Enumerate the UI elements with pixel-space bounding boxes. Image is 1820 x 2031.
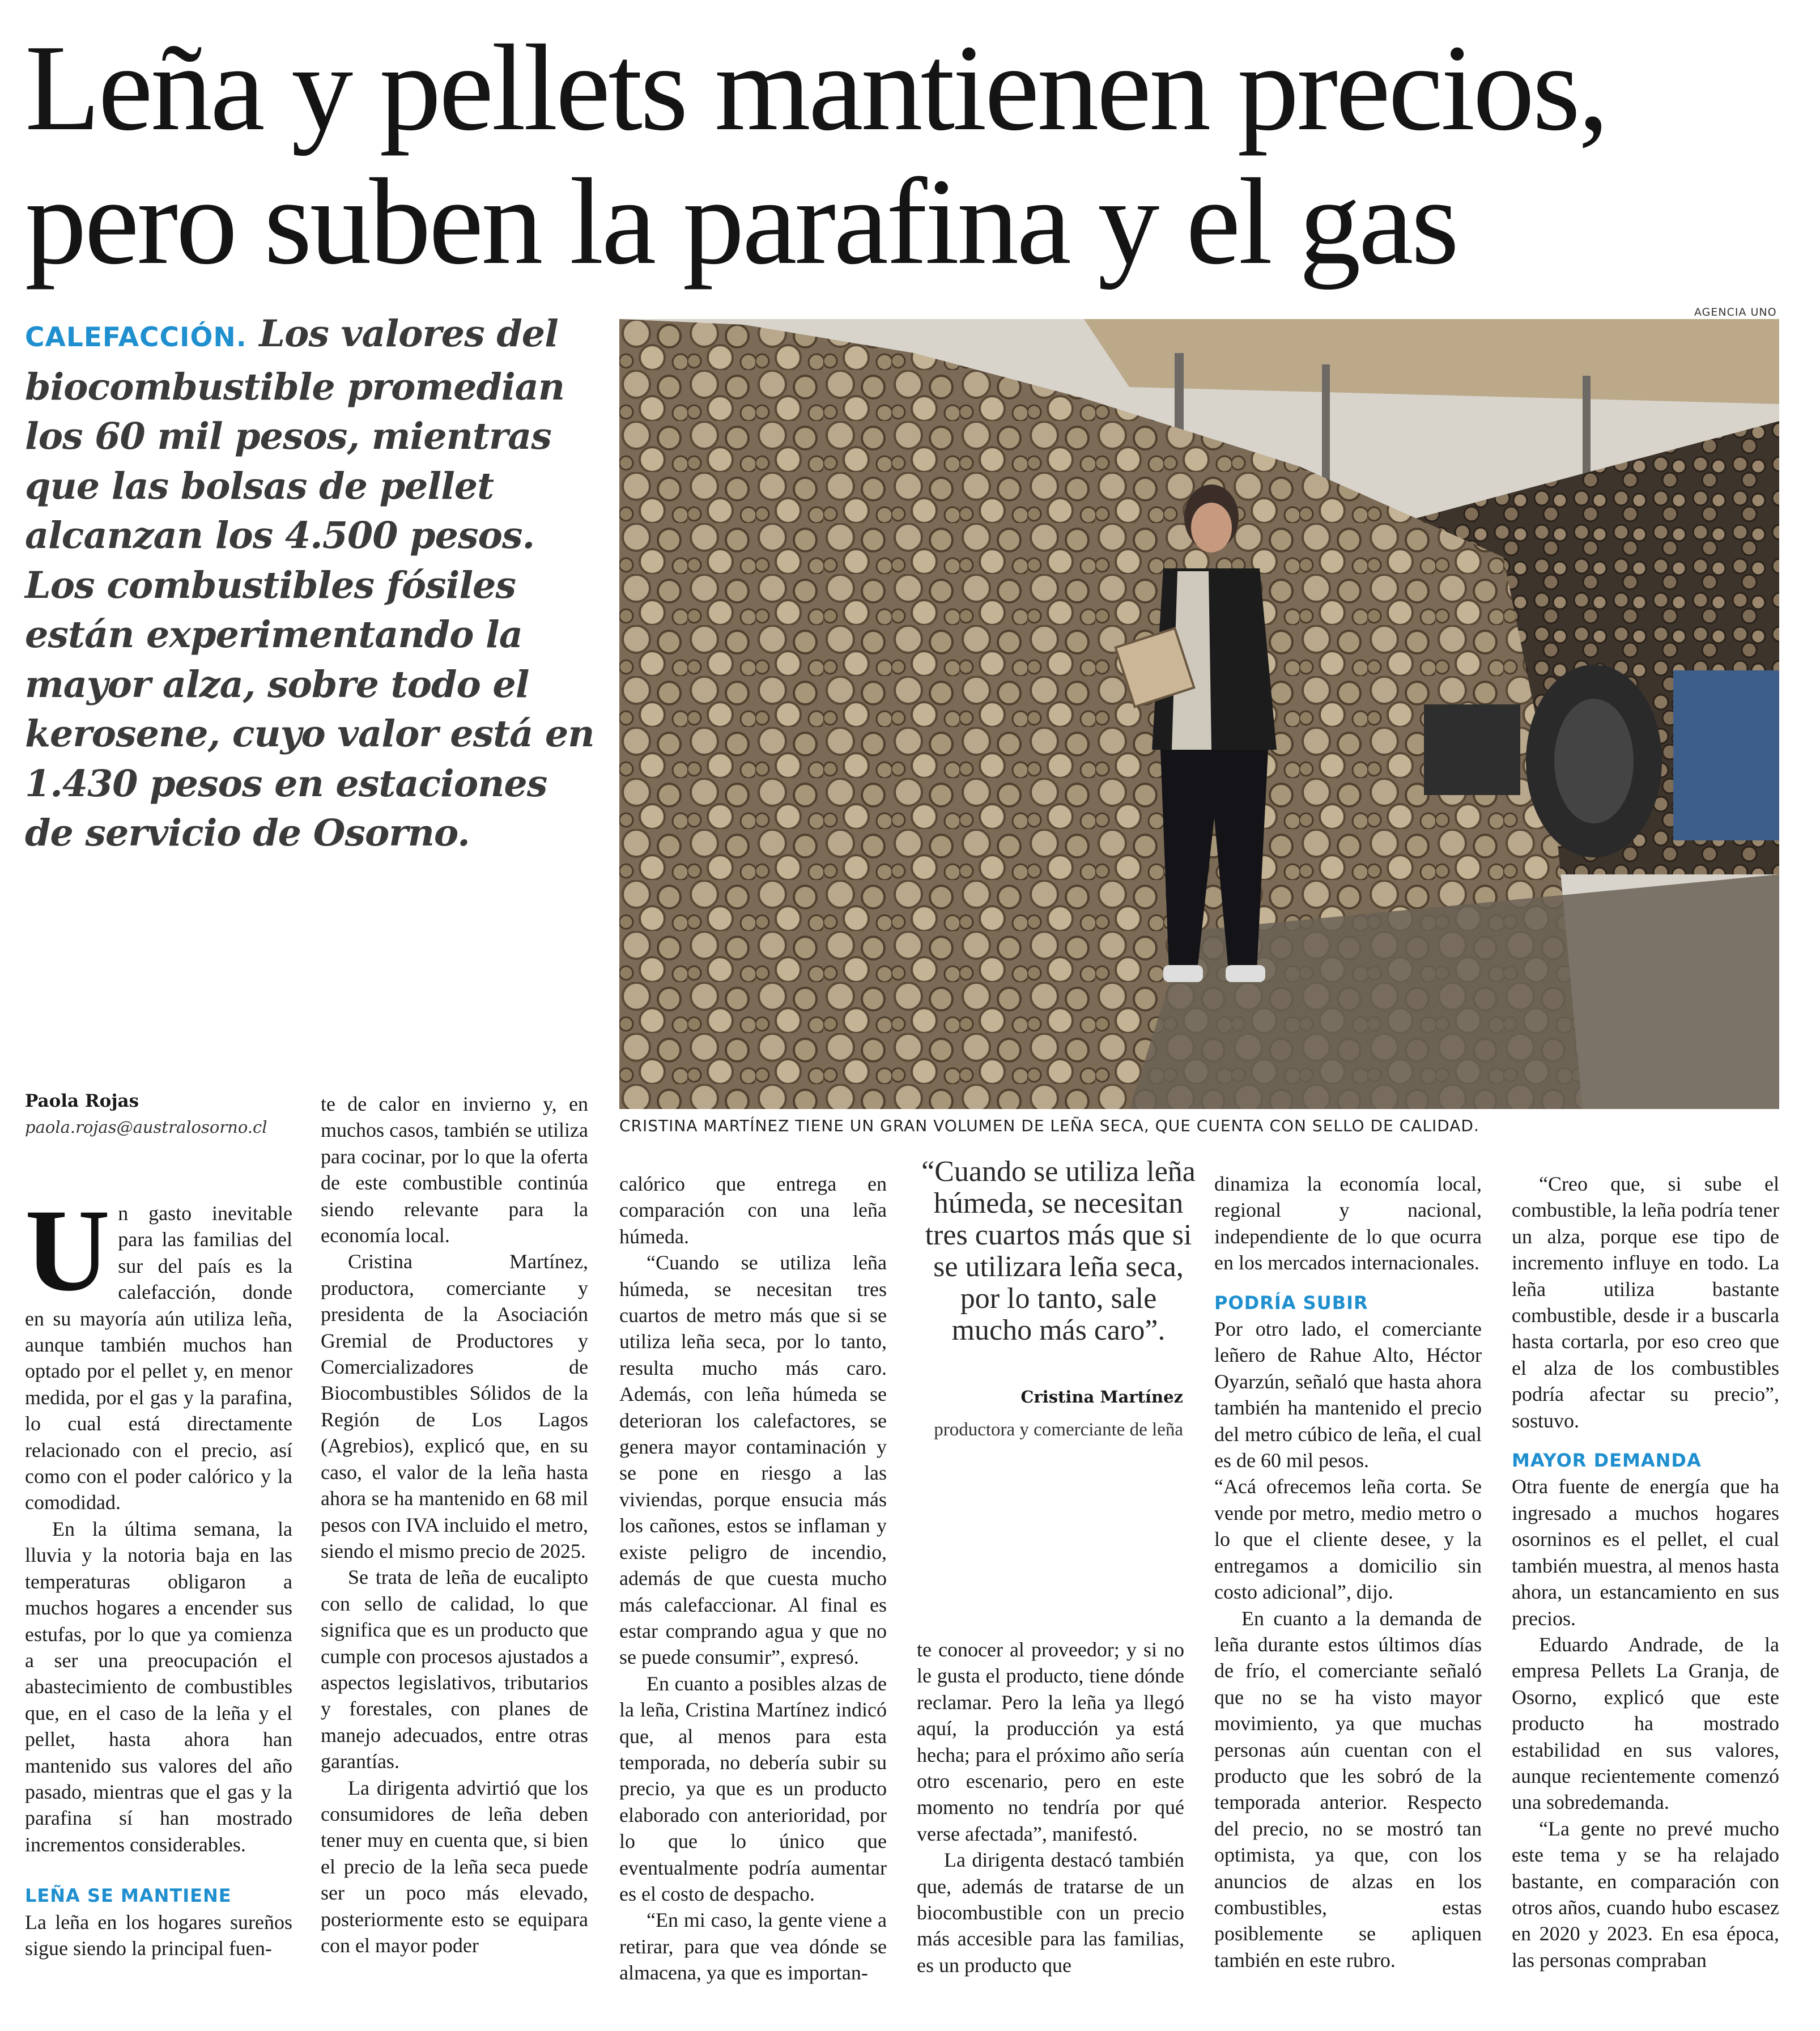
dropcap: U [25,1185,110,1315]
paragraph: calórico que entrega en comparación con una leña húmeda. [619,1172,887,1248]
article-column-6 [1512,1171,1779,1973]
headline-line-1: Leña y pellets mantienen precios, [25,20,1607,156]
paragraph: “Creo que, si sube el combustible, la leña podría tener un alza, porque ese tipo de incremento influye en todo. La leña utiliza bastante combustible, desde ir a buscarla hasta cortarla, por eso creo que el alza de los combustibles podría afectar su precio”, sostuvo. [1512,1172,1779,1432]
photo-caption: CRISTINA MARTÍNEZ TIENE UN GRAN VOLUMEN DE LEÑA SECA, QUE CUENTA CON SELLO DE CALIDAD. [619,1116,1479,1135]
paragraph: La dirigenta destacó también que, además de tratarse de un biocombustible con un precio más accesible para las familias, es un producto que [917,1849,1184,1977]
pull-quote-attribution-name: Cristina Martínez [1020,1387,1183,1407]
paragraph: “Cuando se utiliza leña húmeda, se necesitan tres cuartos de metro más que si se utiliza leña seca, por lo tanto, resulta mucho más caro. Además, con leña húmeda se deterioran los calefactores, se genera mayor contaminación y se pone en riesgo a las viviendas, porque ensucia más los cañones, estos se inflaman y existe peligro de incendio, además de que cuesta mucho más calefaccionar. Al final es estar comprando agua y que no se puede consumir”, expresó. [619,1251,887,1669]
paragraph: La dirigenta advirtió que los consumidores de leña deben tener muy en cuenta que, si bien el precio de la leña seca puede ser un poco más elevado, posteriormente esto se equipara con el mayor poder [321,1776,588,1957]
paragraph: dinamiza la economía local, regional y nacional, independiente de lo que ocurra en los mercados internacionales. [1214,1172,1482,1274]
article-column-3 [619,1171,887,1986]
paragraph: En la última semana, la lluvia y la notoria baja en las temperaturas obligaron a muchos hogares a encender sus estufas, por lo que ya comienza a ser una preocupación el abastecimiento de combustibles que, en el caso de la leña y el pellet, hasta ahora han mantenido sus valores del año pasado, mientras que el gas y la parafina sí han mostrado incrementos considerables. [25,1517,292,1856]
paragraph: Otra fuente de energía que ha ingresado a muchos hogares osorninos es el pellet, el cual también muestra, al menos hasta ahora, un estancamiento en sus precios. [1512,1475,1779,1630]
paragraph: En cuanto a la demanda de leña durante estos últimos días de frío, el comerciante señaló que no se ha visto mayor movimiento, ya que muchas personas aún cuentan con el producto que les sobró de la temporada anterior. Respecto del precio, no se mostró tan optimista, ya que, con los anuncios de alzas en los combustibles, estas posiblemente se apliquen también en este rubro. [1214,1607,1482,1971]
paragraph: Se trata de leña de eucalipto con sello de calidad, lo que significa que es un producto que cumple con procesos ajustados a aspectos legislativos, tributarios y forestales, con planes de manejo adecuados, entre otras garantías. [321,1566,588,1773]
paragraph: “Acá ofrecemos leña corta. Se vende por metro, medio metro o lo que el cliente desee, y la entregamos a domicilio sin costo adicional”, dijo. [1214,1475,1482,1604]
photo-credit: AGENCIA UNO [1694,306,1777,318]
article-column-2 [321,1091,588,1958]
paragraph: En cuanto a posibles alzas de la leña, Cristina Martínez indicó que, al menos para esta temporada, no debería subir su precio, ya que es un producto elaborado con anterioridad, por lo que lo único que eventualmente podría aumentar es el costo de despacho. [619,1672,887,1905]
article-column-5 [1214,1171,1482,1973]
paragraph: La leña en los hogares sureños sigue siendo la principal fuen- [25,1910,292,1960]
lede-kicker: CALEFACCIÓN. [25,322,247,353]
subheading: LEÑA SE MANTIENE [25,1885,232,1907]
paragraph: Por otro lado, el comerciante leñero de Rahue Alto, Héctor Oyarzún, señaló que hasta ahora también ha mantenido el precio del metro cúbico de leña, el cual es de 60 mil pesos. [1214,1318,1482,1472]
headline-line-2: pero suben la parafina y el gas [25,154,1457,290]
byline-author: Paola Rojas [25,1091,139,1111]
lede-text: Los valores del biocombustible promedian los 60 mil pesos, mientras que las bolsas de pellet alcanzan los 4.500 pesos. Los combustibles fósiles están experimentando la mayor alza, sobre todo el kerosene, cuyo valor está en 1.430 pesos en estaciones de servicio de Osorno. [25,312,594,855]
paragraph: n gasto inevitable para las familias del sur del país es la calefacción, donde en su mayoría aún utiliza leña, aunque también muchos han optado por el pellet y, en menor medida, por el gas y la parafina, lo cual está directamente relacionado con el precio, así como con el poder calórico y la comodidad. [25,1202,292,1514]
paragraph: “En mi caso, la gente viene a retirar, para que vea dónde se almacena, ya que es importan- [619,1909,887,1985]
byline-email[interactable]: paola.rojas@australosorno.cl [25,1118,267,1137]
paragraph: Eduardo Andrade, de la empresa Pellets La Granja, de Osorno, explicó que este producto ha mostrado estabilidad en sus valores, aunque recientemente comenzó una sobredemanda. [1512,1633,1779,1814]
photo-woodpile-illustration [619,319,1779,1109]
paragraph: “La gente no prevé mucho este tema y se ha relajado bastante, en comparación con otros años, cuando hubo escasez en 2020 y 2023. En esa época, las personas compraban [1512,1817,1779,1971]
paragraph: Cristina Martínez, productora, comerciante y presidenta de la Asociación Gremial de Productores y Comercializadores de Biocombustibles Sólidos de la Región de Los Lagos (Agrebios), explicó que, en su caso, el valor de la leña hasta ahora se ha mantenido en 68 mil pesos con IVA incluido el metro, siendo el mismo precio de 2025. [321,1250,588,1562]
paragraph: te de calor en invierno y, en muchos casos, también se utiliza para cocinar, por lo que la oferta de este combustible continúa siendo relevante para la economía local. [321,1093,588,1247]
article-photo [619,319,1779,1109]
subheading: MAYOR DEMANDA [1512,1450,1702,1472]
headline [25,22,1804,289]
subheading: PODRÍA SUBIR [1214,1291,1368,1314]
article-column-4 [917,1637,1184,1978]
pull-quote: “Cuando se utiliza leña húmeda, se necesitan tres cuartos más que si se utilizara leña seca, por lo tanto, sale mucho más caro”. [921,1155,1196,1346]
article-column-1 [25,1185,292,1961]
lede [25,309,597,859]
paragraph: te conocer al proveedor; y si no le gusta el producto, tiene dónde reclamar. Pero la leña ya llegó aquí, la producción ya está hecha; para el próximo año sería otro escenario, pero en este momento no tendría por qué verse afectada”, manifestó. [917,1638,1184,1845]
pull-quote-attribution-role: productora y comerciante de leña [934,1420,1183,1440]
